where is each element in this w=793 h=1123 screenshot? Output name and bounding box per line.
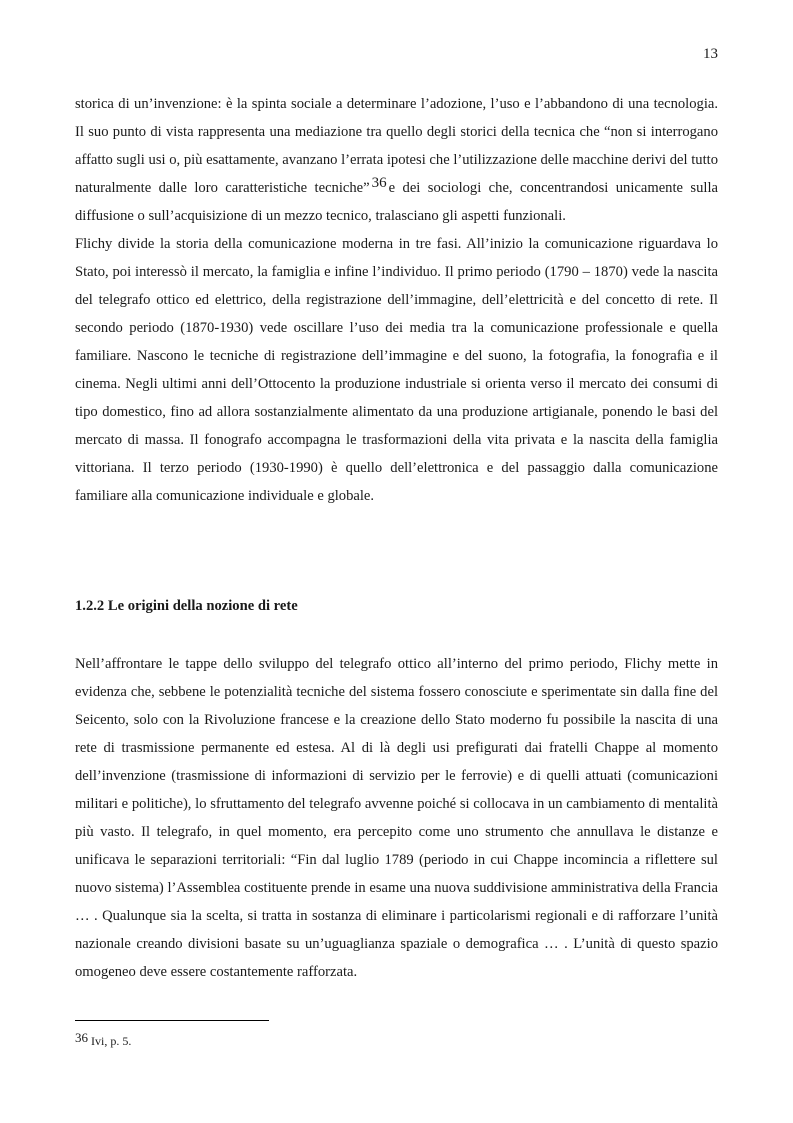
page-number: 13 bbox=[703, 46, 718, 62]
body-text-top bbox=[75, 90, 718, 510]
footnote-number: 36 bbox=[75, 1030, 88, 1045]
paragraph-1-text-b: e dei sociologi che, concentrandosi unicamente sulla diffusione o sull’acquisizione di un mezzo tecnico, tralasciano gli aspetti funzionali. bbox=[75, 180, 718, 224]
paragraph-1 bbox=[75, 90, 718, 230]
paragraph-3: Nell’affrontare le tappe dello sviluppo del telegrafo ottico all’interno del primo periodo, Flichy mette in evidenza che, sebbene le potenzialità tecniche del sistema fossero conosciute e sperimentate sin dalla fine del Seicento, solo con la Rivoluzione francese e la creazione dello Stato moderno fu possibile la nascita di una rete di trasmissione permanente ed estesa. Al di là degli usi prefigurati dai fratelli Chappe al momento dell’invenzione (trasmissione di informazioni di servizio per le ferrovie) e di quelli attuati (comunicazioni militari e politiche), lo sfruttamento del telegrafo avvenne poiché si collocava in un cambiamento di mentalità più vasto. Il telegrafo, in quel momento, era percepito come uno strumento che annullava le distanze e unificava le separazioni territoriali: “Fin dal luglio 1789 (periodo in cui Chappe incomincia a riflettere sul nuovo sistema) l’Assemblea costituente prende in esame una nuova suddivisione amministrativa della Francia … . Qualunque sia la scelta, si tratta in sostanza di eliminare i particolarismi regionali e di rafforzare l’unità nazionale creando divisioni basate su un’uguaglianza spaziale o demografica … . L’unità di questo spazio omogeneo deve essere costantemente rafforzata. bbox=[75, 656, 718, 980]
footnote-divider bbox=[75, 1020, 269, 1021]
section-heading: 1.2.2 Le origini della nozione di rete bbox=[75, 598, 298, 614]
body-text-bottom bbox=[75, 650, 718, 986]
footnote-reference[interactable]: 36 bbox=[371, 175, 387, 191]
footnote-text: Ivi, p. 5. bbox=[91, 1034, 132, 1048]
footnote bbox=[75, 1030, 131, 1049]
paragraph-2: Flichy divide la storia della comunicazione moderna in tre fasi. All’inizio la comunicazione riguardava lo Stato, poi interessò il mercato, la famiglia e infine l’individuo. Il primo periodo (1790 – 1870) vede la nascita del telegrafo ottico ed elettrico, della registrazione dell’immagine, dell’elettricità e del concetto di rete. Il secondo periodo (1870-1930) vede oscillare l’uso dei media tra la comunicazione professionale e quella familiare. Nascono le tecniche di registrazione dell’immagine e del suono, la fotografia, la fonografia e il cinema. Negli ultimi anni dell’Ottocento la produzione industriale si orienta verso il mercato dei consumi di tipo domestico, fino ad allora sostanzialmente alimentato da una produzione artigianale, ponendo le basi del mercato di massa. Il fonografo accompagna le trasformazioni della vita privata e la nascita della famiglia vittoriana. Il terzo periodo (1930-1990) è quello dell’elettronica e del passaggio dalla comunicazione familiare alla comunicazione individuale e globale. bbox=[75, 236, 718, 504]
paragraph-1-text-a: storica di un’invenzione: è la spinta sociale a determinare l’adozione, l’uso e l’abbandono di una tecnologia. Il suo punto di vista rappresenta una mediazione tra quello degli storici della tecnica che “non si interrogano affatto sugli usi o, più esattamente, avanzano l’errata ipotesi che l’utilizzazione delle macchine derivi del tutto naturalmente dalle loro caratteristiche tecniche” bbox=[75, 96, 718, 196]
